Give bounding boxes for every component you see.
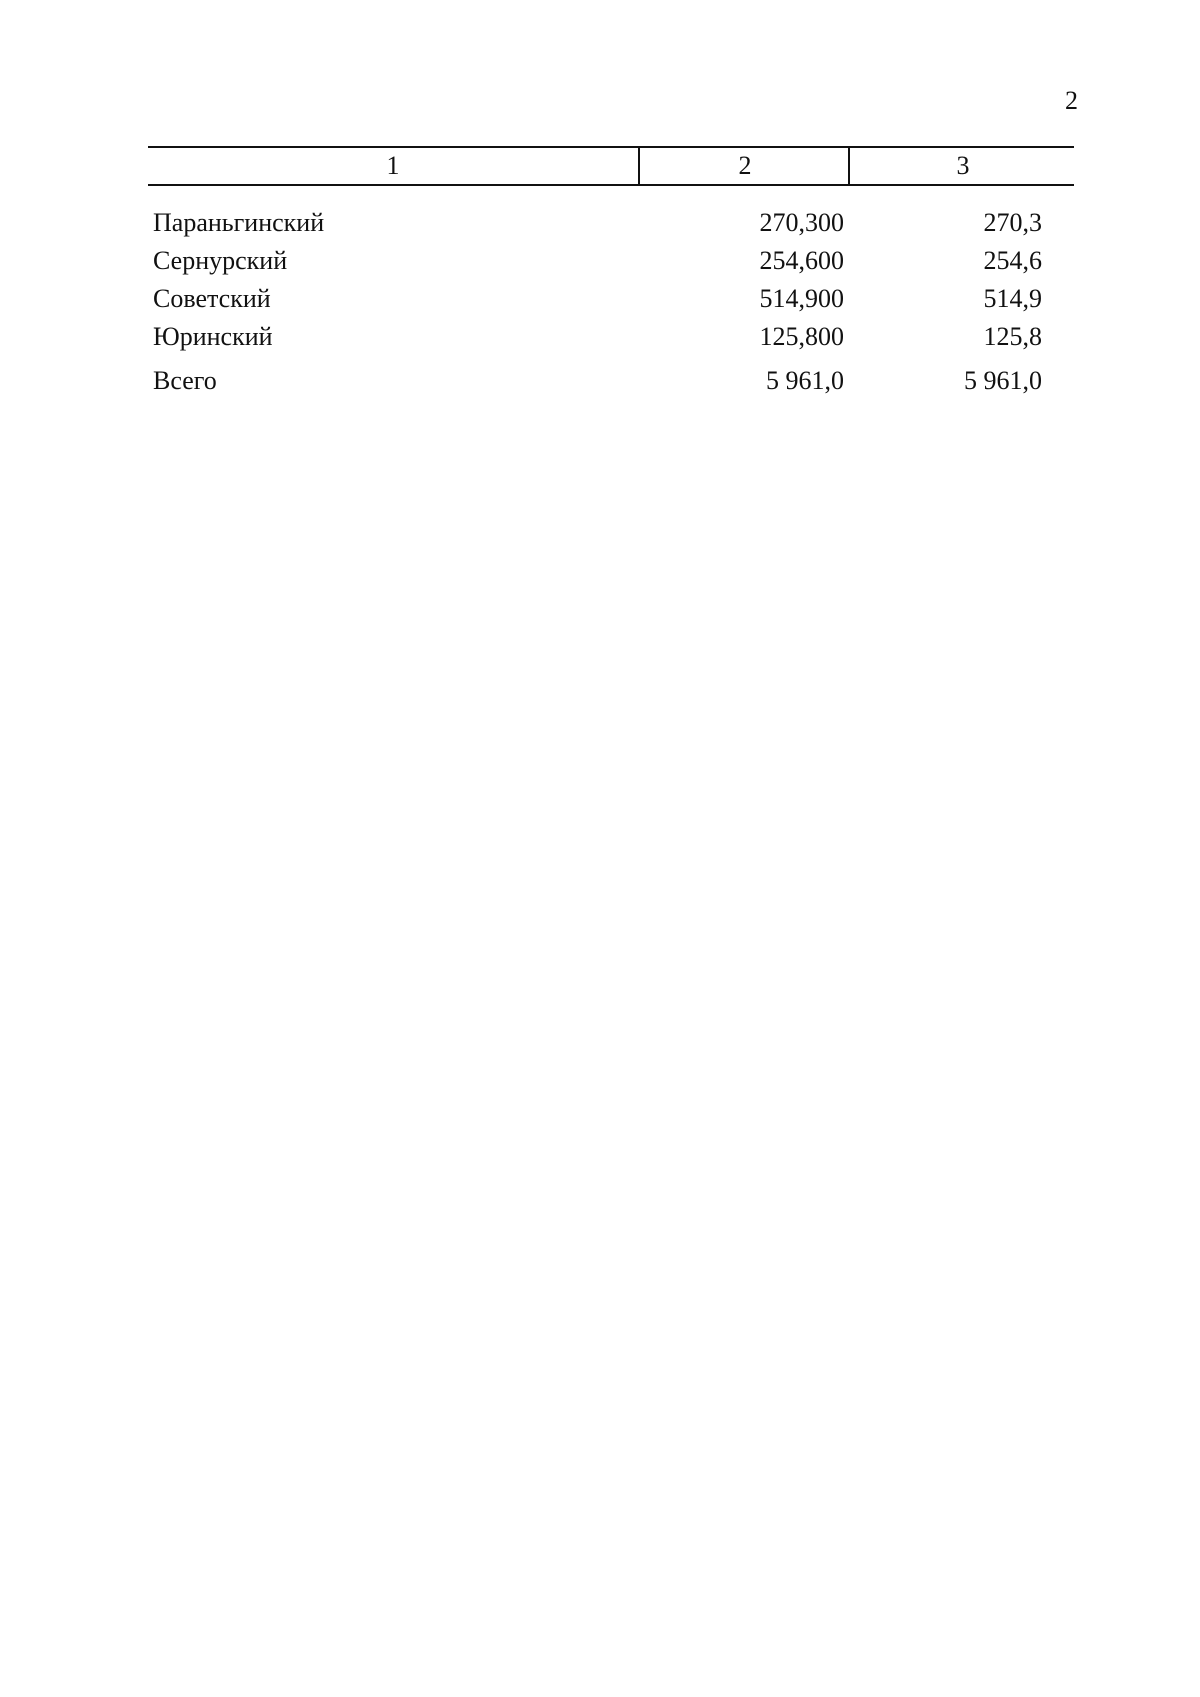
- header-col-1: 1: [386, 151, 400, 180]
- data-table: [148, 146, 1074, 400]
- row-name: Сернурский: [153, 246, 288, 275]
- row-name: Параньгинский: [153, 208, 325, 237]
- row-name: Юринский: [153, 322, 273, 351]
- table-body: [148, 204, 1074, 400]
- table-row: [148, 318, 1074, 356]
- row-value-col3: 270,3: [983, 208, 1042, 237]
- total-row: [148, 362, 1074, 400]
- row-value-col3: 125,8: [983, 322, 1042, 351]
- row-value-col2: 254,600: [759, 246, 844, 275]
- row-value-col3: 254,6: [983, 246, 1042, 275]
- table-row: [148, 242, 1074, 280]
- page-number: 2: [1065, 86, 1078, 115]
- table-row: [148, 204, 1074, 242]
- header-col-2: 2: [638, 148, 850, 184]
- row-value-col2: 514,900: [759, 284, 844, 313]
- row-name: Советский: [153, 284, 271, 313]
- header-col-3: 3: [848, 148, 1076, 184]
- total-value-col2: 5 961,0: [766, 366, 844, 395]
- total-label: Всего: [153, 366, 217, 395]
- table-row: [148, 280, 1074, 318]
- total-value-col3: 5 961,0: [964, 366, 1042, 395]
- row-value-col2: 270,300: [759, 208, 844, 237]
- table-header: [148, 146, 1074, 186]
- row-value-col3: 514,9: [983, 284, 1042, 313]
- row-value-col2: 125,800: [759, 322, 844, 351]
